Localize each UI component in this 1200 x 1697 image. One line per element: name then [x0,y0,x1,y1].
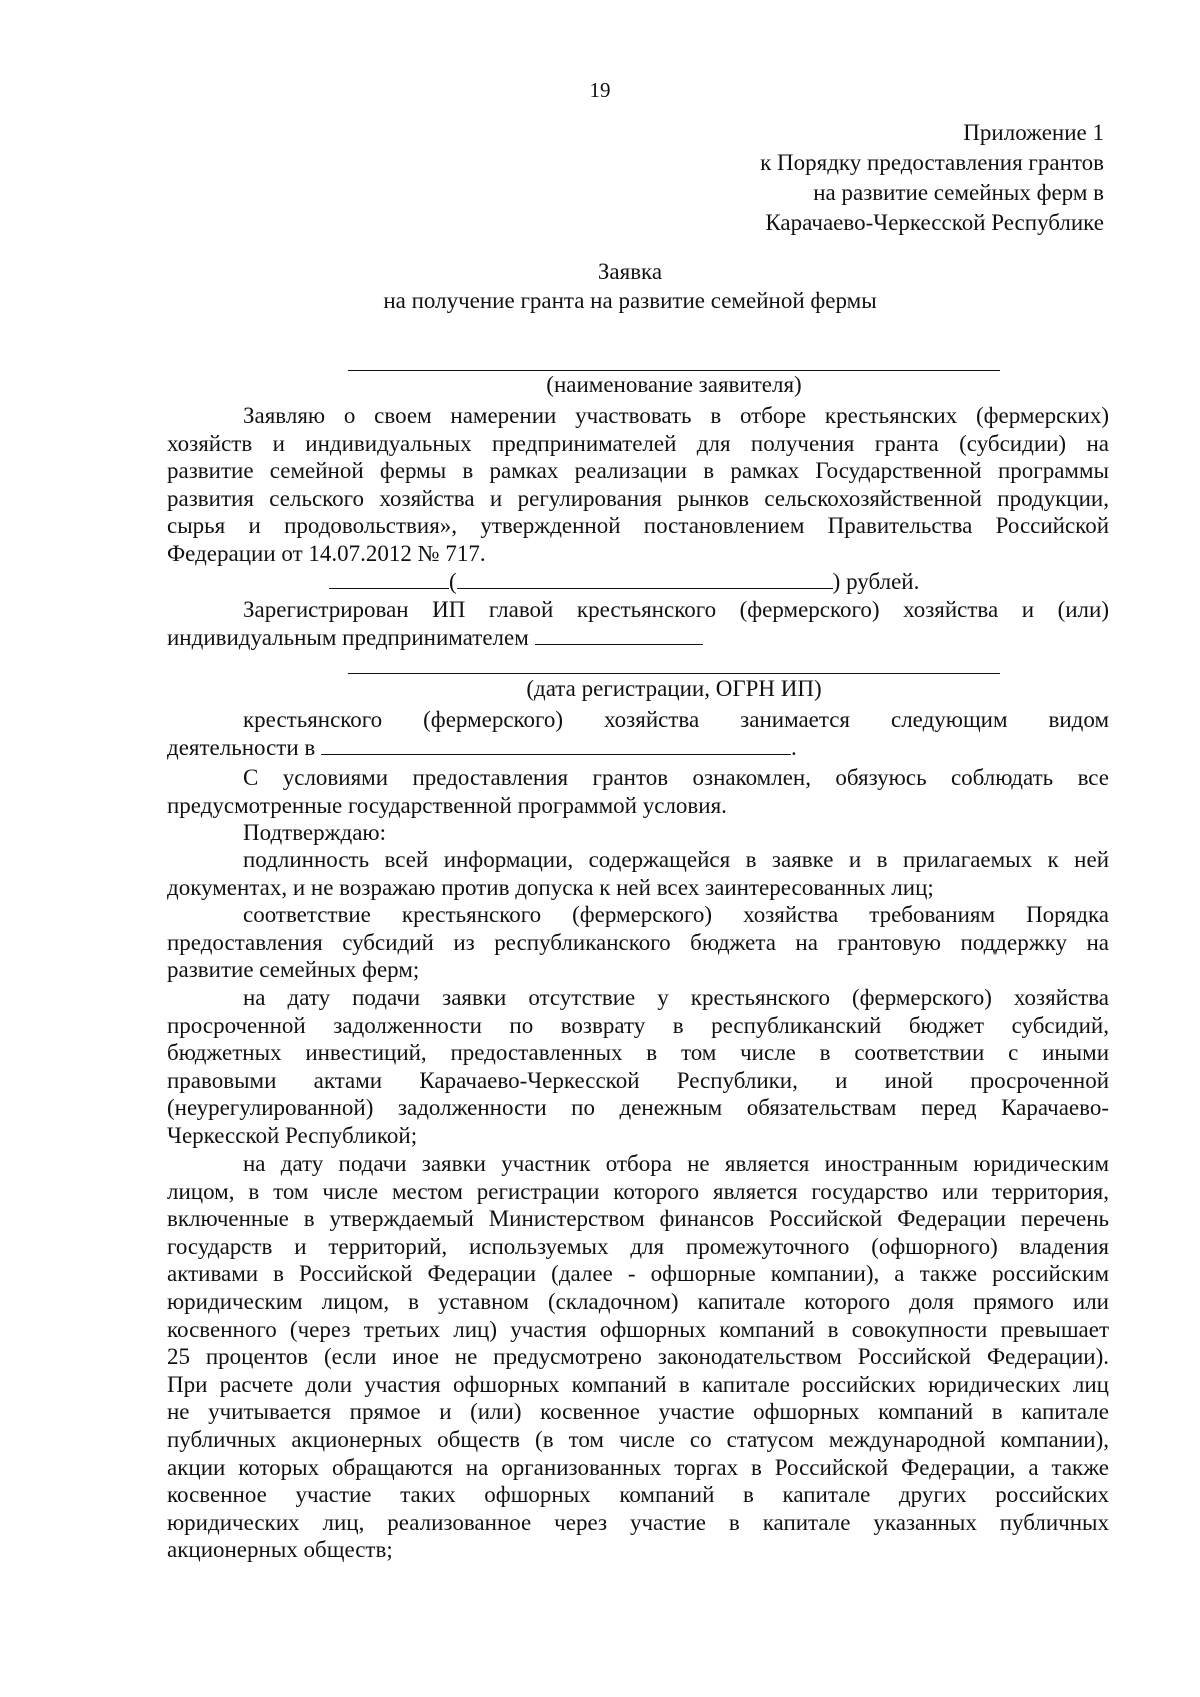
text-line: правовыми актами Карачаево-Черкесской Республики, и иной просроченной [167,1067,1109,1093]
text-line: Зарегистрирован ИП главой крестьянского (фермерского) хозяйства и (или) [243,597,1109,622]
paragraph-intent [167,402,1109,595]
appendix-line: Карачаево-Черкесской Республике [765,210,1104,235]
amount-currency: ) рублей. [832,568,920,594]
text-line: акции которых обращаются на организованных торгах в Российской Федерации, а также [167,1454,1109,1480]
text-line: подлинность всей информации, содержащейся в заявке и в прилагаемых к ней [243,847,1109,872]
paragraph-registration [167,596,1109,651]
text-line: акционерных обществ; [167,1537,393,1563]
paragraph-conditions [167,764,1109,847]
text-line: (неурегулированной) задолженности по денежным обязательствам перед Карачаево- [167,1095,1109,1121]
amount-open-paren: ( [449,568,457,594]
text-line: 25 процентов (если иное не предусмотрено законодательством Российской Федерации). [167,1344,1109,1370]
text-line [167,734,1109,762]
appendix-line: на развитие семейных ферм в [813,180,1104,205]
applicant-caption: (наименование заявителя) [546,372,802,397]
text-line: юридических лиц, реализованное через участие в капитале указанных публичных [167,1509,1109,1535]
text-line: активами в Российской Федерации (далее - офшорные компании), а также российским [167,1261,1109,1287]
amount-words-field[interactable] [457,568,833,589]
appendix-line: к Порядку предоставления грантов [760,150,1104,175]
text-line: хозяйств и индивидуальных предпринимателей для получения гранта (субсидии) на [167,430,1109,456]
title-line: на получение гранта на развитие семейной фермы [383,288,877,313]
activity-field[interactable] [321,734,791,755]
text-line: на дату подачи заявки участник отбора не является иностранным юридическим [243,1151,1109,1176]
appendix-header [760,118,1104,238]
registration-line[interactable] [348,673,1000,674]
text-line: развитие семейной фермы в рамках реализации в рамках Государственной программы [167,458,1109,484]
text-line: на дату подачи заявки отсутствие у крестьянского (фермерского) хозяйства [243,985,1109,1010]
text-line: развитие семейных ферм; [167,957,420,983]
text-line: включенные в утверждаемый Министерством финансов Российской Федерации перечень [167,1206,1109,1232]
text-line [167,624,1109,652]
text-line: сырья и продовольствия», утвержденной постановлением Правительства Российской [167,513,1109,539]
text-line: Черкесской Республикой; [167,1122,418,1148]
text-line-part: деятельности в [167,734,316,760]
text-line: крестьянского (фермерского) хозяйства занимается следующим видом [243,707,1109,732]
text-line: соответствие крестьянского (фермерского) хозяйства требованиям Порядка [243,902,1109,927]
paragraph-authenticity [167,846,1109,901]
text-line: Федерации от 14.07.2012 № 717. [167,540,486,566]
registration-field[interactable] [535,624,703,645]
applicant-name-line[interactable] [348,370,1000,371]
text-line: предоставления субсидий из республиканского бюджета на грантовую поддержку на [167,929,1109,955]
text-line: Заявляю о своем намерении участвовать в отборе крестьянских (фермерских) [243,403,1109,428]
paragraph-offshore [167,1150,1109,1564]
text-line-part: . [791,734,797,760]
document-title [0,257,1200,315]
text-line: просроченной задолженности по возврату в республиканский бюджет субсидий, [167,1012,1109,1038]
title-line: Заявка [597,259,663,284]
paragraph-no-debt [167,984,1109,1150]
text-line: не учитывается прямое и (или) косвенное участие офшорных компаний в капитале [167,1399,1109,1425]
text-line: развития сельского хозяйства и регулирования рынков сельскохозяйственной продукции, [167,485,1109,511]
text-line: предусмотренные государственной программой условия. [167,792,727,818]
text-line: При расчете доли участия офшорных компаний в капитале российских юридических лиц [167,1371,1109,1397]
text-line: бюджетных инвестиций, предоставленных в том числе в соответствии с иными [167,1040,1109,1066]
text-line: документах, и не возражаю против допуска к ней всех заинтересованных лиц; [167,874,934,900]
appendix-line: Приложение 1 [963,120,1104,145]
text-line: государств и территорий, используемых для промежуточного (офшорного) владения [167,1233,1109,1259]
paragraph-activity [167,706,1109,761]
registration-caption: (дата регистрации, ОГРН ИП) [526,676,822,701]
text-line: косвенного (через третьих лиц) участия офшорных компаний в совокупности превышает [167,1316,1109,1342]
amount-line [167,568,1109,596]
text-line: юридическим лицом, в уставном (складочном) капитале которого доля прямого или [167,1288,1109,1314]
text-line: лицом, в том числе местом регистрации которого является государство или территория, [167,1178,1109,1204]
text-line: публичных акционерных обществ (в том числе со статусом международной компании), [167,1426,1109,1452]
paragraph-compliance [167,901,1109,984]
amount-figures-field[interactable] [329,568,449,589]
text-line: косвенное участие таких офшорных компаний в капитале других российских [167,1482,1109,1508]
page-number: 19 [589,78,611,102]
text-line-part: индивидуальным предпринимателем [167,624,529,650]
text-line: С условиями предоставления грантов ознакомлен, обязуюсь соблюдать все [243,765,1109,790]
confirm-label: Подтверждаю: [243,820,387,846]
